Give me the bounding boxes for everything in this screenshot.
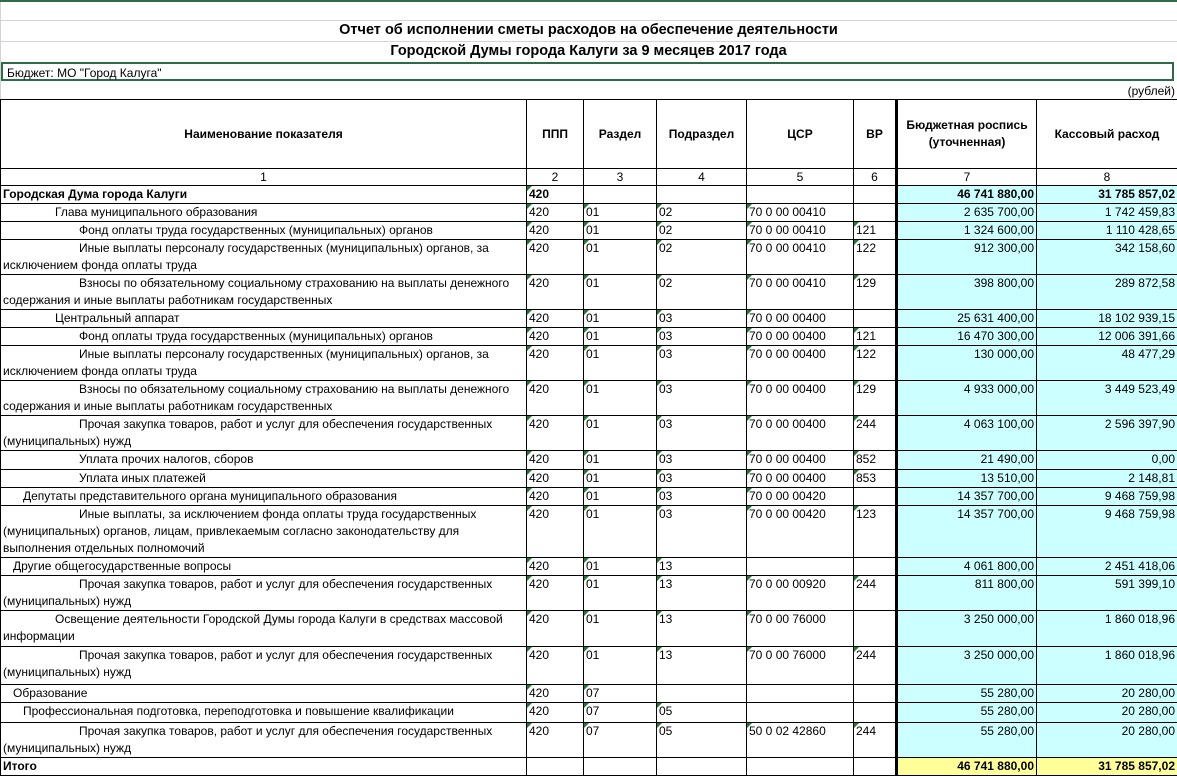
cell-podrazdel[interactable]: 13 — [657, 576, 747, 611]
cell-podrazdel[interactable]: 13 — [657, 647, 747, 685]
cell-cash[interactable]: 1 860 018,96 — [1037, 647, 1177, 685]
cell-vr[interactable]: 244 — [854, 576, 897, 611]
table-row — [1, 186, 1177, 204]
cell-csr[interactable] — [747, 558, 854, 576]
cell-csr[interactable]: 70 0 00 00400 — [747, 328, 854, 346]
cell-razdel[interactable]: 01 — [584, 576, 657, 611]
cell-cash[interactable]: 289 872,58 — [1037, 275, 1177, 310]
cell-csr[interactable]: 70 0 00 00400 — [747, 346, 854, 381]
cell-cash[interactable]: 48 477,29 — [1037, 346, 1177, 381]
cell-vr[interactable] — [854, 685, 897, 703]
cell-podrazdel[interactable]: 03 — [657, 328, 747, 346]
table-row — [1, 275, 1177, 310]
row-name[interactable]: Центральный аппарат — [1, 310, 527, 328]
table-row — [1, 381, 1177, 416]
table-row — [1, 506, 1177, 558]
table-row — [1, 723, 1177, 758]
col-num: 2 — [527, 169, 584, 186]
cell-csr[interactable]: 70 0 00 00920 — [747, 576, 854, 611]
row-name[interactable]: Иные выплаты, за исключением фонда оплаты труда государственных (муниципальных) органов, лицам, привлекаемым согласно законодательству для выполнения отдельных полномочий — [1, 506, 527, 558]
table-row — [1, 451, 1177, 470]
total-label[interactable]: Итого — [1, 758, 527, 776]
selection-top-border — [0, 0, 1177, 2]
cell-budget[interactable]: 912 300,00 — [897, 240, 1037, 275]
cell-razdel[interactable]: 01 — [584, 470, 657, 488]
cell-cash[interactable]: 31 785 857,02 — [1037, 186, 1177, 204]
cell-budget[interactable]: 46 741 880,00 — [897, 186, 1037, 204]
cell-budget[interactable]: 130 000,00 — [897, 346, 1037, 381]
col-header-name: Наименование показателя — [1, 100, 527, 169]
row-name[interactable]: Профессиональная подготовка, переподготовка и повышение квалификации — [1, 703, 527, 723]
cell-razdel[interactable]: 01 — [584, 240, 657, 275]
cell-podrazdel[interactable]: 02 — [657, 204, 747, 222]
cell-csr[interactable]: 70 0 00 00400 — [747, 310, 854, 328]
table-row — [1, 328, 1177, 346]
cell-csr[interactable]: 50 0 02 42860 — [747, 723, 854, 758]
cell-budget[interactable]: 4 061 800,00 — [897, 558, 1037, 576]
cell-csr[interactable]: 70 0 00 00420 — [747, 488, 854, 506]
cell-razdel[interactable]: 01 — [584, 310, 657, 328]
cell-cash[interactable]: 18 102 939,15 — [1037, 310, 1177, 328]
row-name[interactable]: Фонд оплаты труда государственных (муниципальных) органов — [1, 328, 527, 346]
cell-podrazdel[interactable]: 05 — [657, 703, 747, 723]
cell-csr[interactable]: 70 0 00 00410 — [747, 222, 854, 240]
table-row — [1, 416, 1177, 451]
cell-csr[interactable]: 70 0 00 00410 — [747, 204, 854, 222]
cell-csr[interactable]: 70 0 00 00400 — [747, 470, 854, 488]
cell-ppp[interactable]: 420 — [527, 647, 584, 685]
cell-razdel[interactable]: 01 — [584, 381, 657, 416]
col-num: 4 — [657, 169, 747, 186]
cell-podrazdel[interactable]: 05 — [657, 723, 747, 758]
cell-razdel[interactable]: 01 — [584, 204, 657, 222]
cell-ppp[interactable]: 420 — [527, 703, 584, 723]
table-row — [1, 611, 1177, 647]
cell-cash[interactable]: 1 110 428,65 — [1037, 222, 1177, 240]
cell-podrazdel[interactable]: 03 — [657, 470, 747, 488]
cell-razdel[interactable] — [584, 186, 657, 204]
cell-podrazdel[interactable]: 03 — [657, 416, 747, 451]
cell-budget[interactable]: 21 490,00 — [897, 451, 1037, 470]
cell-podrazdel[interactable]: 03 — [657, 451, 747, 470]
col-num: 1 — [1, 169, 527, 186]
row-name[interactable]: Прочая закупка товаров, работ и услуг для обеспечения государственных (муниципальных) нужд — [1, 576, 527, 611]
cell-empty[interactable] — [854, 758, 897, 776]
report-rows — [1, 186, 1177, 758]
cell-ppp[interactable]: 420 — [527, 451, 584, 470]
row-name[interactable]: Депутаты представительного органа муниципального образования — [1, 488, 527, 506]
cell-razdel[interactable]: 01 — [584, 346, 657, 381]
cell-empty[interactable] — [747, 758, 854, 776]
cell-vr[interactable]: 122 — [854, 240, 897, 275]
cell-podrazdel[interactable]: 03 — [657, 506, 747, 558]
cell-budget[interactable]: 25 631 400,00 — [897, 310, 1037, 328]
cell-razdel[interactable]: 01 — [584, 558, 657, 576]
cell-podrazdel[interactable]: 13 — [657, 611, 747, 647]
cell-razdel[interactable]: 01 — [584, 488, 657, 506]
cell-razdel[interactable]: 01 — [584, 275, 657, 310]
cell-cash[interactable]: 3 449 523,49 — [1037, 381, 1177, 416]
cell-vr[interactable]: 129 — [854, 381, 897, 416]
cell-vr[interactable]: 244 — [854, 723, 897, 758]
gridline — [0, 20, 1177, 21]
cell-ppp[interactable]: 420 — [527, 416, 584, 451]
row-name[interactable]: Взносы по обязательному социальному страхованию на выплаты денежного содержания и иные выплаты работникам государственных — [1, 275, 527, 310]
cell-podrazdel[interactable]: 03 — [657, 310, 747, 328]
cell-ppp[interactable]: 420 — [527, 576, 584, 611]
table-row — [1, 204, 1177, 222]
cell-vr[interactable] — [854, 703, 897, 723]
cell-csr[interactable] — [747, 685, 854, 703]
cell-budget[interactable]: 3 250 000,00 — [897, 647, 1037, 685]
cell-razdel[interactable]: 01 — [584, 647, 657, 685]
col-header-budget: Бюджетная роспись (уточненная) — [897, 100, 1037, 169]
cell-ppp[interactable]: 420 — [527, 204, 584, 222]
cell-podrazdel[interactable]: 03 — [657, 488, 747, 506]
cell-ppp[interactable]: 420 — [527, 222, 584, 240]
cell-vr[interactable] — [854, 310, 897, 328]
cell-budget[interactable]: 55 280,00 — [897, 703, 1037, 723]
cell-vr[interactable] — [854, 558, 897, 576]
cell-budget[interactable]: 811 800,00 — [897, 576, 1037, 611]
budget-cell[interactable] — [1, 62, 1174, 81]
cell-ppp[interactable]: 420 — [527, 558, 584, 576]
cell-budget[interactable]: 14 357 700,00 — [897, 488, 1037, 506]
cell-ppp[interactable]: 420 — [527, 328, 584, 346]
row-name[interactable]: Иные выплаты персоналу государственных (муниципальных) органов, за исключением фонда оплаты труда — [1, 240, 527, 275]
cell-empty[interactable] — [584, 758, 657, 776]
cell-razdel[interactable]: 01 — [584, 328, 657, 346]
cell-cash[interactable]: 0,00 — [1037, 451, 1177, 470]
cell-budget[interactable]: 14 357 700,00 — [897, 506, 1037, 558]
cell-cash[interactable]: 2 148,81 — [1037, 470, 1177, 488]
cell-ppp[interactable]: 420 — [527, 275, 584, 310]
cell-vr[interactable] — [854, 488, 897, 506]
table-row — [1, 558, 1177, 576]
cell-vr[interactable]: 129 — [854, 275, 897, 310]
table-row — [1, 310, 1177, 328]
table-row — [1, 488, 1177, 506]
cell-budget[interactable]: 55 280,00 — [897, 723, 1037, 758]
cell-budget[interactable]: 4 063 100,00 — [897, 416, 1037, 451]
cell-cash[interactable]: 1 860 018,96 — [1037, 611, 1177, 647]
cell-podrazdel[interactable]: 03 — [657, 381, 747, 416]
cell-cash[interactable]: 591 399,10 — [1037, 576, 1177, 611]
report-title-line-2: Городской Думы города Калуги за 9 месяцев 2017 года — [0, 43, 1177, 59]
cell-csr[interactable]: 70 0 00 00400 — [747, 381, 854, 416]
units-label: (рублей) — [1128, 84, 1175, 98]
row-name[interactable]: Уплата иных платежей — [1, 470, 527, 488]
cell-podrazdel[interactable]: 02 — [657, 275, 747, 310]
row-name[interactable]: Городская Дума города Калуги — [1, 186, 527, 204]
cell-podrazdel[interactable] — [657, 186, 747, 204]
gridline — [0, 41, 1177, 42]
row-name[interactable]: Образование — [1, 685, 527, 703]
cell-podrazdel[interactable]: 02 — [657, 240, 747, 275]
cell-razdel[interactable]: 01 — [584, 451, 657, 470]
row-name[interactable]: Взносы по обязательному социальному страхованию на выплаты денежного содержания и иные выплаты работникам государственных — [1, 381, 527, 416]
row-name[interactable]: Глава муниципального образования — [1, 204, 527, 222]
col-header-ppp: ППП — [527, 100, 584, 169]
cell-cash[interactable]: 2 596 397,90 — [1037, 416, 1177, 451]
row-name[interactable]: Фонд оплаты труда государственных (муниципальных) органов — [1, 222, 527, 240]
cell-budget[interactable]: 2 635 700,00 — [897, 204, 1037, 222]
cell-ppp[interactable]: 420 — [527, 611, 584, 647]
total-budget[interactable]: 46 741 880,00 — [897, 758, 1037, 776]
cell-vr[interactable] — [854, 204, 897, 222]
cell-budget[interactable]: 1 324 600,00 — [897, 222, 1037, 240]
cell-budget[interactable]: 398 800,00 — [897, 275, 1037, 310]
row-name[interactable]: Освещение деятельности Городской Думы города Калуги в средствах массовой информации — [1, 611, 527, 647]
cell-vr[interactable]: 122 — [854, 346, 897, 381]
cell-ppp[interactable]: 420 — [527, 240, 584, 275]
cell-empty[interactable] — [527, 758, 584, 776]
cell-vr[interactable]: 852 — [854, 451, 897, 470]
cell-csr[interactable] — [747, 186, 854, 204]
cell-cash[interactable]: 2 451 418,06 — [1037, 558, 1177, 576]
budget-label: Бюджет: МО "Город Калуга" — [7, 66, 162, 80]
cell-vr[interactable]: 244 — [854, 647, 897, 685]
cell-csr[interactable]: 70 0 00 00420 — [747, 506, 854, 558]
col-num: 5 — [747, 169, 854, 186]
cell-cash[interactable]: 20 280,00 — [1037, 723, 1177, 758]
cell-vr[interactable] — [854, 611, 897, 647]
row-name[interactable]: Другие общегосударственные вопросы — [1, 558, 527, 576]
col-header-podrazdel: Подраздел — [657, 100, 747, 169]
header-row — [1, 100, 1177, 169]
row-name[interactable]: Иные выплаты персоналу государственных (муниципальных) органов, за исключением фонда оплаты труда — [1, 346, 527, 381]
column-number-row — [1, 169, 1177, 186]
cell-budget[interactable]: 16 470 300,00 — [897, 328, 1037, 346]
cell-empty[interactable] — [657, 758, 747, 776]
cell-cash[interactable]: 12 006 391,66 — [1037, 328, 1177, 346]
row-name[interactable]: Прочая закупка товаров, работ и услуг для обеспечения государственных (муниципальных) нужд — [1, 416, 527, 451]
total-row — [1, 758, 1177, 776]
table-row — [1, 222, 1177, 240]
cell-razdel[interactable]: 01 — [584, 416, 657, 451]
cell-razdel[interactable]: 01 — [584, 506, 657, 558]
table-row — [1, 685, 1177, 703]
cell-vr[interactable]: 853 — [854, 470, 897, 488]
col-header-vr: ВР — [854, 100, 897, 169]
cell-vr[interactable]: 244 — [854, 416, 897, 451]
cell-budget[interactable]: 55 280,00 — [897, 685, 1037, 703]
cell-cash[interactable]: 9 468 759,98 — [1037, 506, 1177, 558]
col-header-razdel: Раздел — [584, 100, 657, 169]
cell-budget[interactable]: 4 933 000,00 — [897, 381, 1037, 416]
cell-csr[interactable]: 70 0 00 00400 — [747, 416, 854, 451]
cell-csr[interactable]: 70 0 00 00400 — [747, 451, 854, 470]
col-header-csr: ЦСР — [747, 100, 854, 169]
col-num: 6 — [854, 169, 897, 186]
cell-cash[interactable]: 20 280,00 — [1037, 685, 1177, 703]
table-row — [1, 647, 1177, 685]
cell-vr[interactable]: 123 — [854, 506, 897, 558]
table-row — [1, 703, 1177, 723]
cell-razdel[interactable]: 01 — [584, 611, 657, 647]
report-title-line-1: Отчет об исполнении сметы расходов на обеспечение деятельности — [0, 22, 1177, 38]
cell-cash[interactable]: 342 158,60 — [1037, 240, 1177, 275]
cell-csr[interactable]: 70 0 00 76000 — [747, 647, 854, 685]
cell-budget[interactable]: 3 250 000,00 — [897, 611, 1037, 647]
cell-podrazdel[interactable]: 13 — [657, 558, 747, 576]
cell-ppp[interactable]: 420 — [527, 310, 584, 328]
cell-ppp[interactable]: 420 — [527, 488, 584, 506]
row-name[interactable]: Прочая закупка товаров, работ и услуг для обеспечения государственных (муниципальных) нужд — [1, 723, 527, 758]
cell-vr[interactable] — [854, 186, 897, 204]
cell-razdel[interactable]: 07 — [584, 685, 657, 703]
cell-ppp[interactable]: 420 — [527, 381, 584, 416]
row-name[interactable]: Уплата прочих налогов, сборов — [1, 451, 527, 470]
table-row — [1, 346, 1177, 381]
cell-podrazdel[interactable]: 03 — [657, 346, 747, 381]
table-row — [1, 240, 1177, 275]
cell-csr[interactable]: 70 0 00 00410 — [747, 275, 854, 310]
table-row — [1, 576, 1177, 611]
report-table — [0, 99, 1177, 776]
cell-ppp[interactable]: 420 — [527, 470, 584, 488]
cell-ppp[interactable]: 420 — [527, 506, 584, 558]
cell-ppp[interactable]: 420 — [527, 685, 584, 703]
cell-cash[interactable]: 20 280,00 — [1037, 703, 1177, 723]
cell-razdel[interactable]: 07 — [584, 703, 657, 723]
cell-ppp[interactable]: 420 — [527, 723, 584, 758]
cell-cash[interactable]: 9 468 759,98 — [1037, 488, 1177, 506]
col-header-cash: Кассовый расход — [1037, 100, 1177, 169]
cell-ppp[interactable]: 420 — [527, 186, 584, 204]
col-num: 3 — [584, 169, 657, 186]
total-cash[interactable]: 31 785 857,02 — [1037, 758, 1177, 776]
cell-budget[interactable]: 13 510,00 — [897, 470, 1037, 488]
col-num: 8 — [1037, 169, 1177, 186]
cell-csr[interactable]: 70 0 00 00410 — [747, 240, 854, 275]
cell-podrazdel[interactable]: 02 — [657, 222, 747, 240]
cell-ppp[interactable]: 420 — [527, 346, 584, 381]
table-row — [1, 470, 1177, 488]
cell-vr[interactable]: 121 — [854, 328, 897, 346]
row-name[interactable]: Прочая закупка товаров, работ и услуг для обеспечения государственных (муниципальных) нужд — [1, 647, 527, 685]
cell-razdel[interactable]: 07 — [584, 723, 657, 758]
cell-razdel[interactable]: 01 — [584, 222, 657, 240]
cell-podrazdel[interactable] — [657, 685, 747, 703]
col-num: 7 — [897, 169, 1037, 186]
cell-cash[interactable]: 1 742 459,83 — [1037, 204, 1177, 222]
cell-csr[interactable] — [747, 703, 854, 723]
cell-vr[interactable]: 121 — [854, 222, 897, 240]
cell-csr[interactable]: 70 0 00 76000 — [747, 611, 854, 647]
